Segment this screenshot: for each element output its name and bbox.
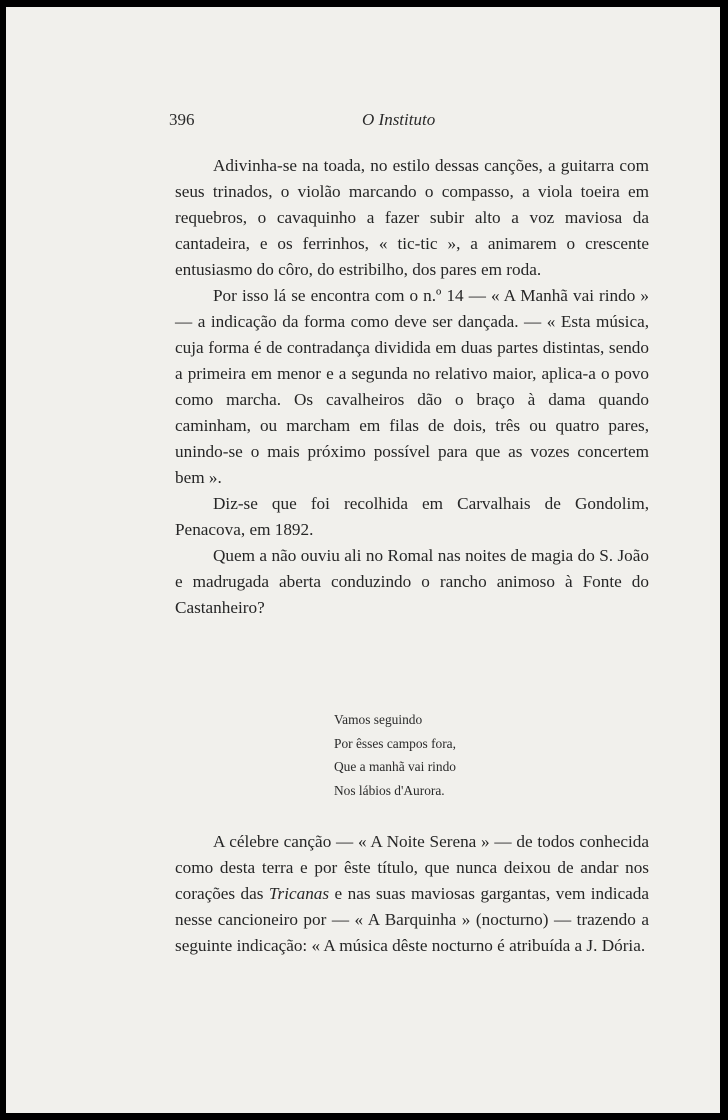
paragraph: Por isso lá se encontra com o n.º 14 — « A Manhã vai rindo » — a indicação da forma como deve ser dançada. — « Esta música, cuja forma é de contradança dividida em duas partes distintas, sendo a primeira em menor e a segunda no relativo maior, aplica-a o povo como marcha. Os cavalheiros dão o braço à dama quando caminham, ou marcham em filas de dois, três ou quatro pares, unindo-se o mais próximo possível para que as vozes concertem bem ».: [175, 286, 649, 487]
verse-line: Vamos seguindo: [334, 712, 423, 727]
page-number: 396: [169, 110, 195, 129]
verse-line: Por êsses campos fora,: [334, 735, 456, 751]
verse-block: [334, 708, 456, 802]
paragraph: [175, 829, 649, 959]
paragraph: Adivinha-se na toada, no estilo dessas canções, a guitarra com seus trinados, o violão marcando o compasso, a viola toeira em requebros, o cavaquinho a fazer subir alto a voz maviosa da cantadeira, e os ferrinhos, « tic-tic », a animarem o crescente entusiasmo do côro, do estribilho, dos pares em roda.: [175, 156, 649, 279]
verse-line: Que a manhã vai rindo: [334, 759, 456, 774]
body-text-continued: [175, 829, 649, 959]
paragraph: Quem a não ouviu ali no Romal nas noites de magia do S. João e madrugada aberta conduzindo o rancho animoso à Fonte do Castanheiro?: [175, 546, 649, 617]
book-page: [6, 7, 720, 1113]
verse-line: Nos lábios d'Aurora.: [334, 782, 445, 798]
page-header: [6, 110, 720, 134]
paragraph-text: e nas suas maviosas gargantas, vem indicada nesse cancioneiro por — « A Barquinha » (nocturno) — trazendo a seguinte indicação: « A música dêste nocturno é atribuída a J. Dória.: [175, 884, 649, 955]
paragraph: Diz-se que foi recolhida em Carvalhais de Gondolim, Penacova, em 1892.: [175, 494, 649, 539]
paragraph-text: A célebre canção — « A Noite Serena » — de todos conhecida como desta terra e por êste título, que nunca deixou de andar nos corações das: [175, 832, 649, 903]
italic-term: Tricanas: [268, 884, 330, 903]
running-title: O Instituto: [362, 110, 436, 129]
body-text: [175, 153, 649, 621]
